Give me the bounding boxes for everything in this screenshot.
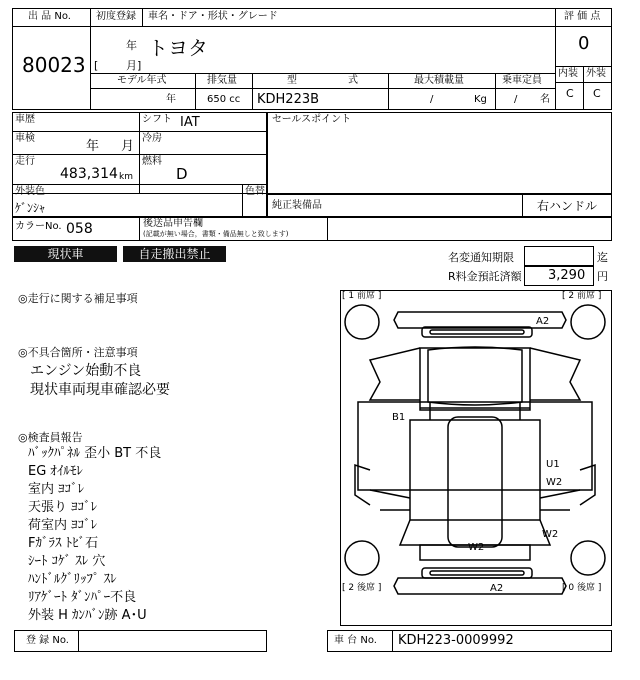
fuel-label: 燃料	[142, 156, 162, 167]
displacement-value: 650 cc	[207, 94, 241, 105]
current-car-badge: 現状車	[14, 246, 117, 262]
model-code: KDH223B	[257, 92, 320, 107]
mileage-unit: km	[119, 172, 133, 182]
exterior-grade: C	[593, 87, 601, 100]
color-row	[12, 184, 267, 217]
no-self-driving-badge: 自走搬出禁止	[123, 246, 226, 262]
recycle-unit: 円	[597, 270, 608, 283]
model-year-label: モデル年式	[117, 75, 167, 86]
model-year-unit: 年	[166, 94, 176, 105]
defect-line: 現状車両現車確認必要	[30, 382, 170, 398]
first-reg-year-unit: 年	[126, 39, 137, 52]
exterior-color: ｹﾞﾝｼｬ	[15, 201, 46, 215]
mark-u1: U1	[546, 459, 560, 470]
exterior-label: 外装	[586, 68, 606, 79]
color-no-row	[12, 217, 612, 241]
history-label: 車歴	[15, 114, 35, 125]
first-reg-bracket-close: ]	[137, 59, 142, 72]
corner-label-br: [ 0 後席 ]	[562, 583, 602, 593]
mark-w2-rear: W2	[468, 542, 485, 553]
inspector-line: 外装 H ｶﾝﾊﾞﾝ跡 A･U	[28, 608, 147, 623]
sales-point-label: セールスポイント	[272, 114, 352, 125]
name-change-box	[524, 246, 594, 266]
recycle-value: 3,290	[548, 268, 586, 283]
shuppin-no-label: 出 品 No.	[28, 11, 71, 22]
inspector-line: EG ｵｲﾙﾓﾚ	[28, 464, 83, 479]
inspector-heading: ◎検査員報告	[18, 431, 83, 444]
inspection-month: 月	[121, 139, 135, 154]
inspector-lines	[28, 445, 161, 625]
corner-label-bl: [ 2 後席 ]	[342, 583, 382, 593]
chassis-no: KDH223-0009992	[398, 633, 514, 648]
color-no-label: カラーNo.	[15, 221, 62, 232]
model-label: 型	[287, 75, 297, 86]
aftermarket-label: 後送品申告欄	[143, 218, 203, 229]
first-reg-bracket-open: [	[94, 59, 99, 72]
aftermarket-note: (記載が無い場合，書類・備品無しと致します)	[143, 230, 289, 238]
mileage-value: 483,314	[60, 166, 118, 182]
inspector-line: 室内 ﾖｺﾞﾚ	[28, 482, 85, 497]
name-change-label: 名変通知期限	[448, 251, 514, 264]
color-no: 058	[66, 221, 93, 237]
model-label-2: 式	[348, 75, 358, 86]
displacement-label: 排気量	[207, 75, 237, 86]
inspector-line: ﾊﾝﾄﾞﾙｸﾞﾘｯﾌﾟ ｽﾚ	[28, 572, 117, 587]
inspector-line: 荷室内 ﾖｺﾞﾚ	[28, 518, 98, 533]
score-label: 評 価 点	[564, 11, 601, 22]
chassis-label: 車 台 No.	[334, 635, 377, 646]
defect-line: エンジン始動不良	[30, 363, 142, 379]
mark-w2-side: W2	[546, 477, 563, 488]
score-value: 0	[578, 33, 590, 54]
driving-notes-heading: ◎走行に関する補足事項	[18, 292, 138, 305]
max-load-slash: /	[430, 94, 434, 105]
exterior-color-label: 外装色	[15, 186, 45, 197]
genuine-equipment-label: 純正装備品	[272, 200, 322, 211]
capacity-slash: /	[514, 94, 518, 105]
inspector-line: ﾘｱｹﾞｰﾄ ﾀﾞﾝﾊﾟｰ不良	[28, 590, 137, 605]
inspection-year: 年	[86, 139, 100, 154]
interior-label: 内装	[558, 68, 578, 79]
repaint-label: 色替	[245, 186, 265, 197]
defect-notes-heading: ◎不具合箇所・注意事項	[18, 346, 138, 359]
max-load-unit: Kg	[474, 94, 487, 105]
max-load-label: 最大積載量	[414, 75, 464, 86]
capacity-label: 乗車定員	[502, 75, 542, 86]
mark-w2-rear-side: W2	[542, 529, 559, 540]
mark-a2-rear: A2	[490, 583, 504, 594]
mark-a2-front: A2	[536, 316, 550, 327]
shift-value: IAT	[180, 115, 200, 130]
car-name-label: 車名・ドア・形状・グレード	[148, 11, 278, 22]
fuel-value: D	[176, 165, 188, 183]
mark-b1: B1	[392, 412, 406, 423]
defect-lines	[30, 362, 170, 400]
corner-label-tl: [ 1 前席 ]	[342, 291, 382, 301]
handle-side: 右ハンドル	[537, 199, 598, 213]
inspector-line: 天張り ﾖｺﾞﾚ	[28, 500, 98, 515]
inspection-label: 車検	[15, 133, 35, 144]
recycle-label: R料金預託済額	[448, 270, 522, 283]
reg-no-label: 登 録 No.	[26, 635, 69, 646]
corner-label-tr: [ 2 前席 ]	[562, 291, 602, 301]
inspector-line: Fｶﾞﾗｽ ﾄﾋﾞ石	[28, 536, 99, 551]
name-change-unit: 迄	[597, 251, 608, 264]
inspector-line: ﾊﾞｯｸﾊﾟﾈﾙ 歪小 BT 不良	[28, 446, 162, 461]
interior-grade: C	[566, 87, 574, 100]
aircon-label: 冷房	[142, 133, 162, 144]
shuppin-no: 80023	[22, 53, 86, 77]
mileage-label: 走行	[15, 156, 35, 167]
inspector-line: ｼｰﾄ ｺｹﾞ ｽﾚ 穴	[28, 554, 106, 569]
first-reg-month-unit: 月	[126, 59, 137, 72]
car-name: トヨタ	[148, 36, 208, 60]
capacity-unit: 名	[540, 94, 550, 105]
shift-label: シフト	[142, 114, 172, 125]
diagram-frame	[340, 290, 612, 626]
first-reg-label: 初度登録	[96, 11, 136, 22]
